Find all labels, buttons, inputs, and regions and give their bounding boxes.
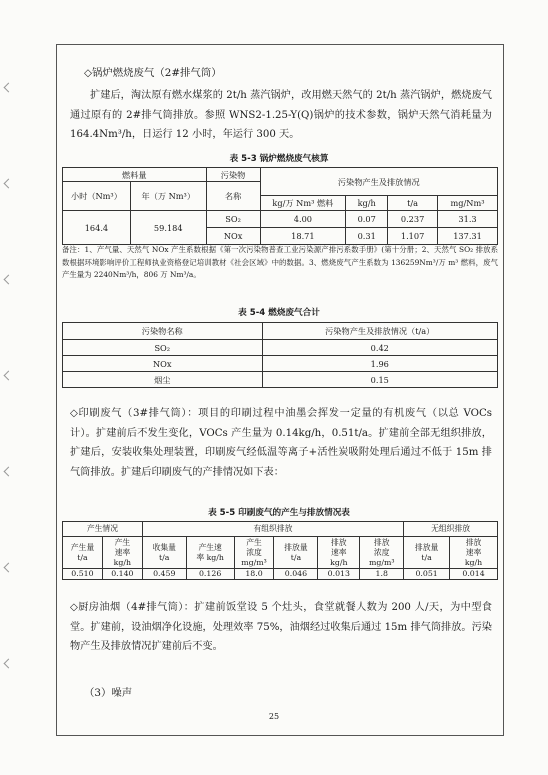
cell-pollutant: SO₂ [206,211,260,228]
cell-kgh: 0.07 [346,211,388,228]
binding-mark [4,371,14,381]
group-organized: 有组织排放 [142,522,403,537]
cell-pollutant: NOx [206,228,260,245]
header-col-ta: t/a [388,196,438,211]
cell-year-value: 59.184 [130,211,206,245]
cell-pollutant: NOx [63,356,263,372]
table-note-5-3: 备注：1、产气量、天然气 NOx 产生系数根据《第一次污染物普查工业污染源产排污系数手册》(第十分册；2、天然气 SO₂ 排放系数根据环境影响评价工程师执业资格登记培训教材《社会区域》中的数据。3、燃烧废气产生系数为 136259Nm³/万 m³ 燃料，废气产生量为 2240Nm³/h，806 万 Nm³/a。 [62,245,498,279]
table-5-5 [62,521,498,580]
header-fuel: 燃料量 [63,168,207,182]
paragraph-boiler: 扩建后，淘汰原有燃水煤浆的 2t/h 蒸汽锅炉，改用燃天然气的 2t/h 蒸汽锅炉，燃烧废气通过原有的 2#排气筒排放。参照 WNS2-1.25-Y(Q)锅炉的技术参数，锅炉天然气消耗量为 164.4Nm³/h，日运行 12 小时，年运行 300 天。 [70,90,492,140]
binding-mark [4,179,14,189]
header-cell: 产生量 t/a [63,537,103,569]
cell-ta: 0.237 [388,211,438,228]
header-emission-ta: 污染物产生及排放情况（t/a） [262,323,497,340]
cell-pollutant: 烟尘 [63,372,263,388]
header-pollutant: 污染物 [206,168,260,182]
value-cell: 0.051 [404,569,450,580]
header-cell: 产生 速率 kg/h [102,537,142,569]
header-cell: 排放量 t/a [404,537,450,569]
table-5-4 [62,322,498,388]
cell-factor: 18.71 [260,228,346,245]
value-cell: 0.126 [186,569,234,580]
group-unorganized: 无组织排放 [404,522,498,537]
value-cell: 18.0 [234,569,274,580]
header-year: 年（万 Nm³） [130,182,206,211]
section-heading-boiler: ◇锅炉燃烧废气（2#排气筒） [84,67,222,79]
header-cell: 产生速 率 kg/h [186,537,234,569]
header-emission: 污染物产生及排放情况 [260,168,497,196]
paragraph-kitchen: ◇厨房油烟（4#排气筒）：扩建前饭堂设 5 个灶头，食堂就餐人数为 200 人/天，为中型食堂。扩建前，设油烟净化设施，处理效率 75%，油烟经过收集后通过 15m 排气筒排放。污染物产生及排放情况扩建前后不变。 [70,602,492,652]
header-col-mg: mg/Nm³ [438,196,498,211]
header-hour: 小时（Nm³） [63,182,131,211]
binding-mark [4,275,14,285]
binding-mark [4,83,14,93]
cell-value: 0.15 [262,372,497,388]
binding-mark [4,659,14,669]
header-cell: 收集量 t/a [142,537,186,569]
cell-kgh: 0.31 [346,228,388,245]
table-title-5-3: 表 5-3 锅炉燃烧废气核算 [229,154,329,164]
paragraph-printing: ◇印刷废气（3#排气筒）：项目的印刷过程中油墨会挥发一定量的有机废气（以总 VOCs 计）。扩建前后不发生变化，VOCs 产生量为 0.14kg/h，0.51t/a。扩建前全部无组织排放，扩建后，安装收集处理装置，印刷废气经低温等离子+活性炭吸附处理后通过不低于 15m 排气筒排放。扩建后印刷废气的产排情况如下表： [70,408,492,478]
header-pollutant-name: 名称 [206,182,260,211]
table-5-3 [62,167,498,245]
value-cell: 0.014 [450,569,498,580]
cell-mg: 31.3 [438,211,498,228]
header-col-factor: kg/万 Nm³ 燃料 [260,196,346,211]
group-generation: 产生情况 [63,522,143,537]
binding-mark [4,563,14,573]
cell-value: 0.42 [262,340,497,356]
value-cell: 0.140 [102,569,142,580]
cell-value: 1.96 [262,356,497,372]
header-cell: 产生 浓度 mg/m³ [234,537,274,569]
header-col-kgh: kg/h [346,196,388,211]
section-heading-noise: （3）噪声 [84,687,133,699]
header-cell: 排放 速率 kg/h [450,537,498,569]
value-cell: 1.8 [360,569,404,580]
header-pollutant-name: 污染物名称 [63,323,263,340]
value-cell: 0.510 [63,569,103,580]
header-cell: 排放 浓度 mg/m³ [360,537,404,569]
header-cell: 排放量 t/a [274,537,318,569]
value-cell: 0.459 [142,569,186,580]
cell-pollutant: SO₂ [63,340,263,356]
cell-ta: 1.107 [388,228,438,245]
value-cell: 0.013 [318,569,360,580]
cell-factor: 4.00 [260,211,346,228]
binding-mark [4,467,14,477]
cell-hour-value: 164.4 [63,211,131,245]
value-cell: 0.046 [274,569,318,580]
table-title-5-4: 表 5-4 燃烧废气合计 [238,308,320,318]
page-number: 25 [268,712,280,721]
cell-mg: 137.31 [438,228,498,245]
header-cell: 排放 速率 kg/h [318,537,360,569]
table-title-5-5: 表 5-5 印刷废气的产生与排放情况表 [208,508,350,518]
